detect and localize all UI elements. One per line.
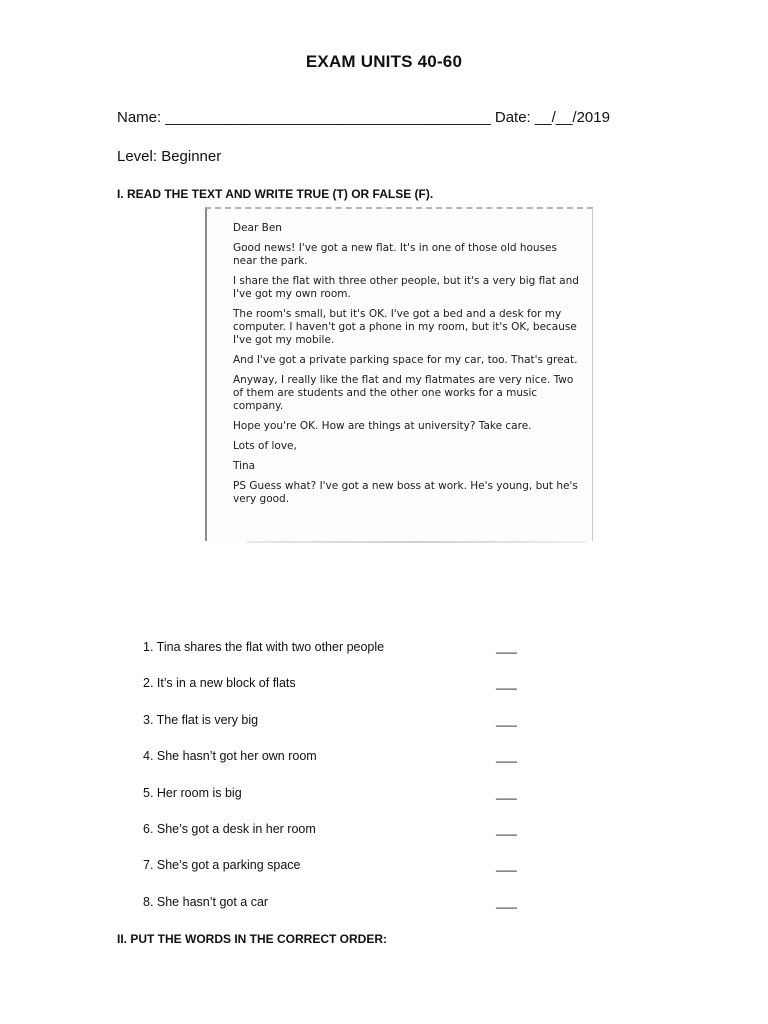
true-false-questions: [143, 640, 543, 931]
answer-blank[interactable]: ___: [496, 858, 517, 873]
name-date-line: Name: _______________________________________ Date: __/__/2019: [117, 109, 610, 126]
answer-blank[interactable]: ___: [496, 749, 517, 764]
scan-edge: [247, 541, 587, 543]
question-row: [143, 640, 543, 676]
letter-paragraph: And I've got a private parking space for my car, too. That's great.: [233, 354, 578, 366]
letter-postscript: PS Guess what? I've got a new boss at work. He's young, but he's very good.: [233, 480, 578, 505]
question-row: [143, 822, 543, 858]
question-row: [143, 858, 543, 894]
question-text: 2. It’s in a new block of flats: [143, 676, 296, 691]
question-text: 3. The flat is very big: [143, 712, 259, 727]
question-row: [143, 895, 543, 931]
section-1-heading: I. READ THE TEXT AND WRITE TRUE (T) OR FALSE (F).: [117, 187, 434, 201]
question-text: 5. Her room is big: [143, 785, 242, 800]
question-row: [143, 749, 543, 785]
question-text: 8. She hasn’t got a car: [143, 894, 269, 909]
answer-blank[interactable]: ___: [496, 894, 517, 909]
answer-blank[interactable]: ___: [496, 821, 517, 836]
question-text: 1. Tina shares the flat with two other people: [143, 640, 385, 654]
answer-blank[interactable]: ___: [496, 640, 517, 654]
letter-paragraph: Good news! I've got a new flat. It's in one of those old houses near the park.: [233, 242, 557, 267]
answer-blank[interactable]: ___: [496, 785, 517, 800]
letter-signature: Tina: [233, 460, 256, 472]
answer-blank[interactable]: ___: [496, 676, 517, 691]
letter-paragraph: The room's small, but it's OK. I've got a bed and a desk for my computer. I haven't got a phone in my room, but it's OK, because I've got my mobile.: [233, 308, 577, 346]
letter-paragraph: Anyway, I really like the flat and my flatmates are very nice. Two of them are students and the other one works for a music company.: [233, 374, 574, 412]
level-line: Level: Beginner: [117, 148, 222, 165]
question-row: [143, 786, 543, 822]
letter-paragraph: I share the flat with three other people, but it's a very big flat and I've got my own room.: [233, 275, 579, 300]
question-text: 6. She’s got a desk in her room: [143, 821, 316, 836]
question-text: 4. She hasn’t got her own room: [143, 749, 317, 764]
letter-greeting: Dear Ben: [233, 222, 282, 234]
question-text: 7. She’s got a parking space: [143, 858, 301, 873]
question-row: [143, 713, 543, 749]
question-row: [143, 676, 543, 712]
section-2-heading: II. PUT THE WORDS IN THE CORRECT ORDER:: [117, 932, 387, 946]
answer-blank[interactable]: ___: [496, 712, 517, 727]
letter-scan: [205, 207, 593, 541]
exam-title: EXAM UNITS 40-60: [305, 52, 463, 71]
letter-paragraph: Hope you're OK. How are things at university? Take care.: [233, 420, 532, 432]
letter-closing: Lots of love,: [233, 440, 297, 452]
